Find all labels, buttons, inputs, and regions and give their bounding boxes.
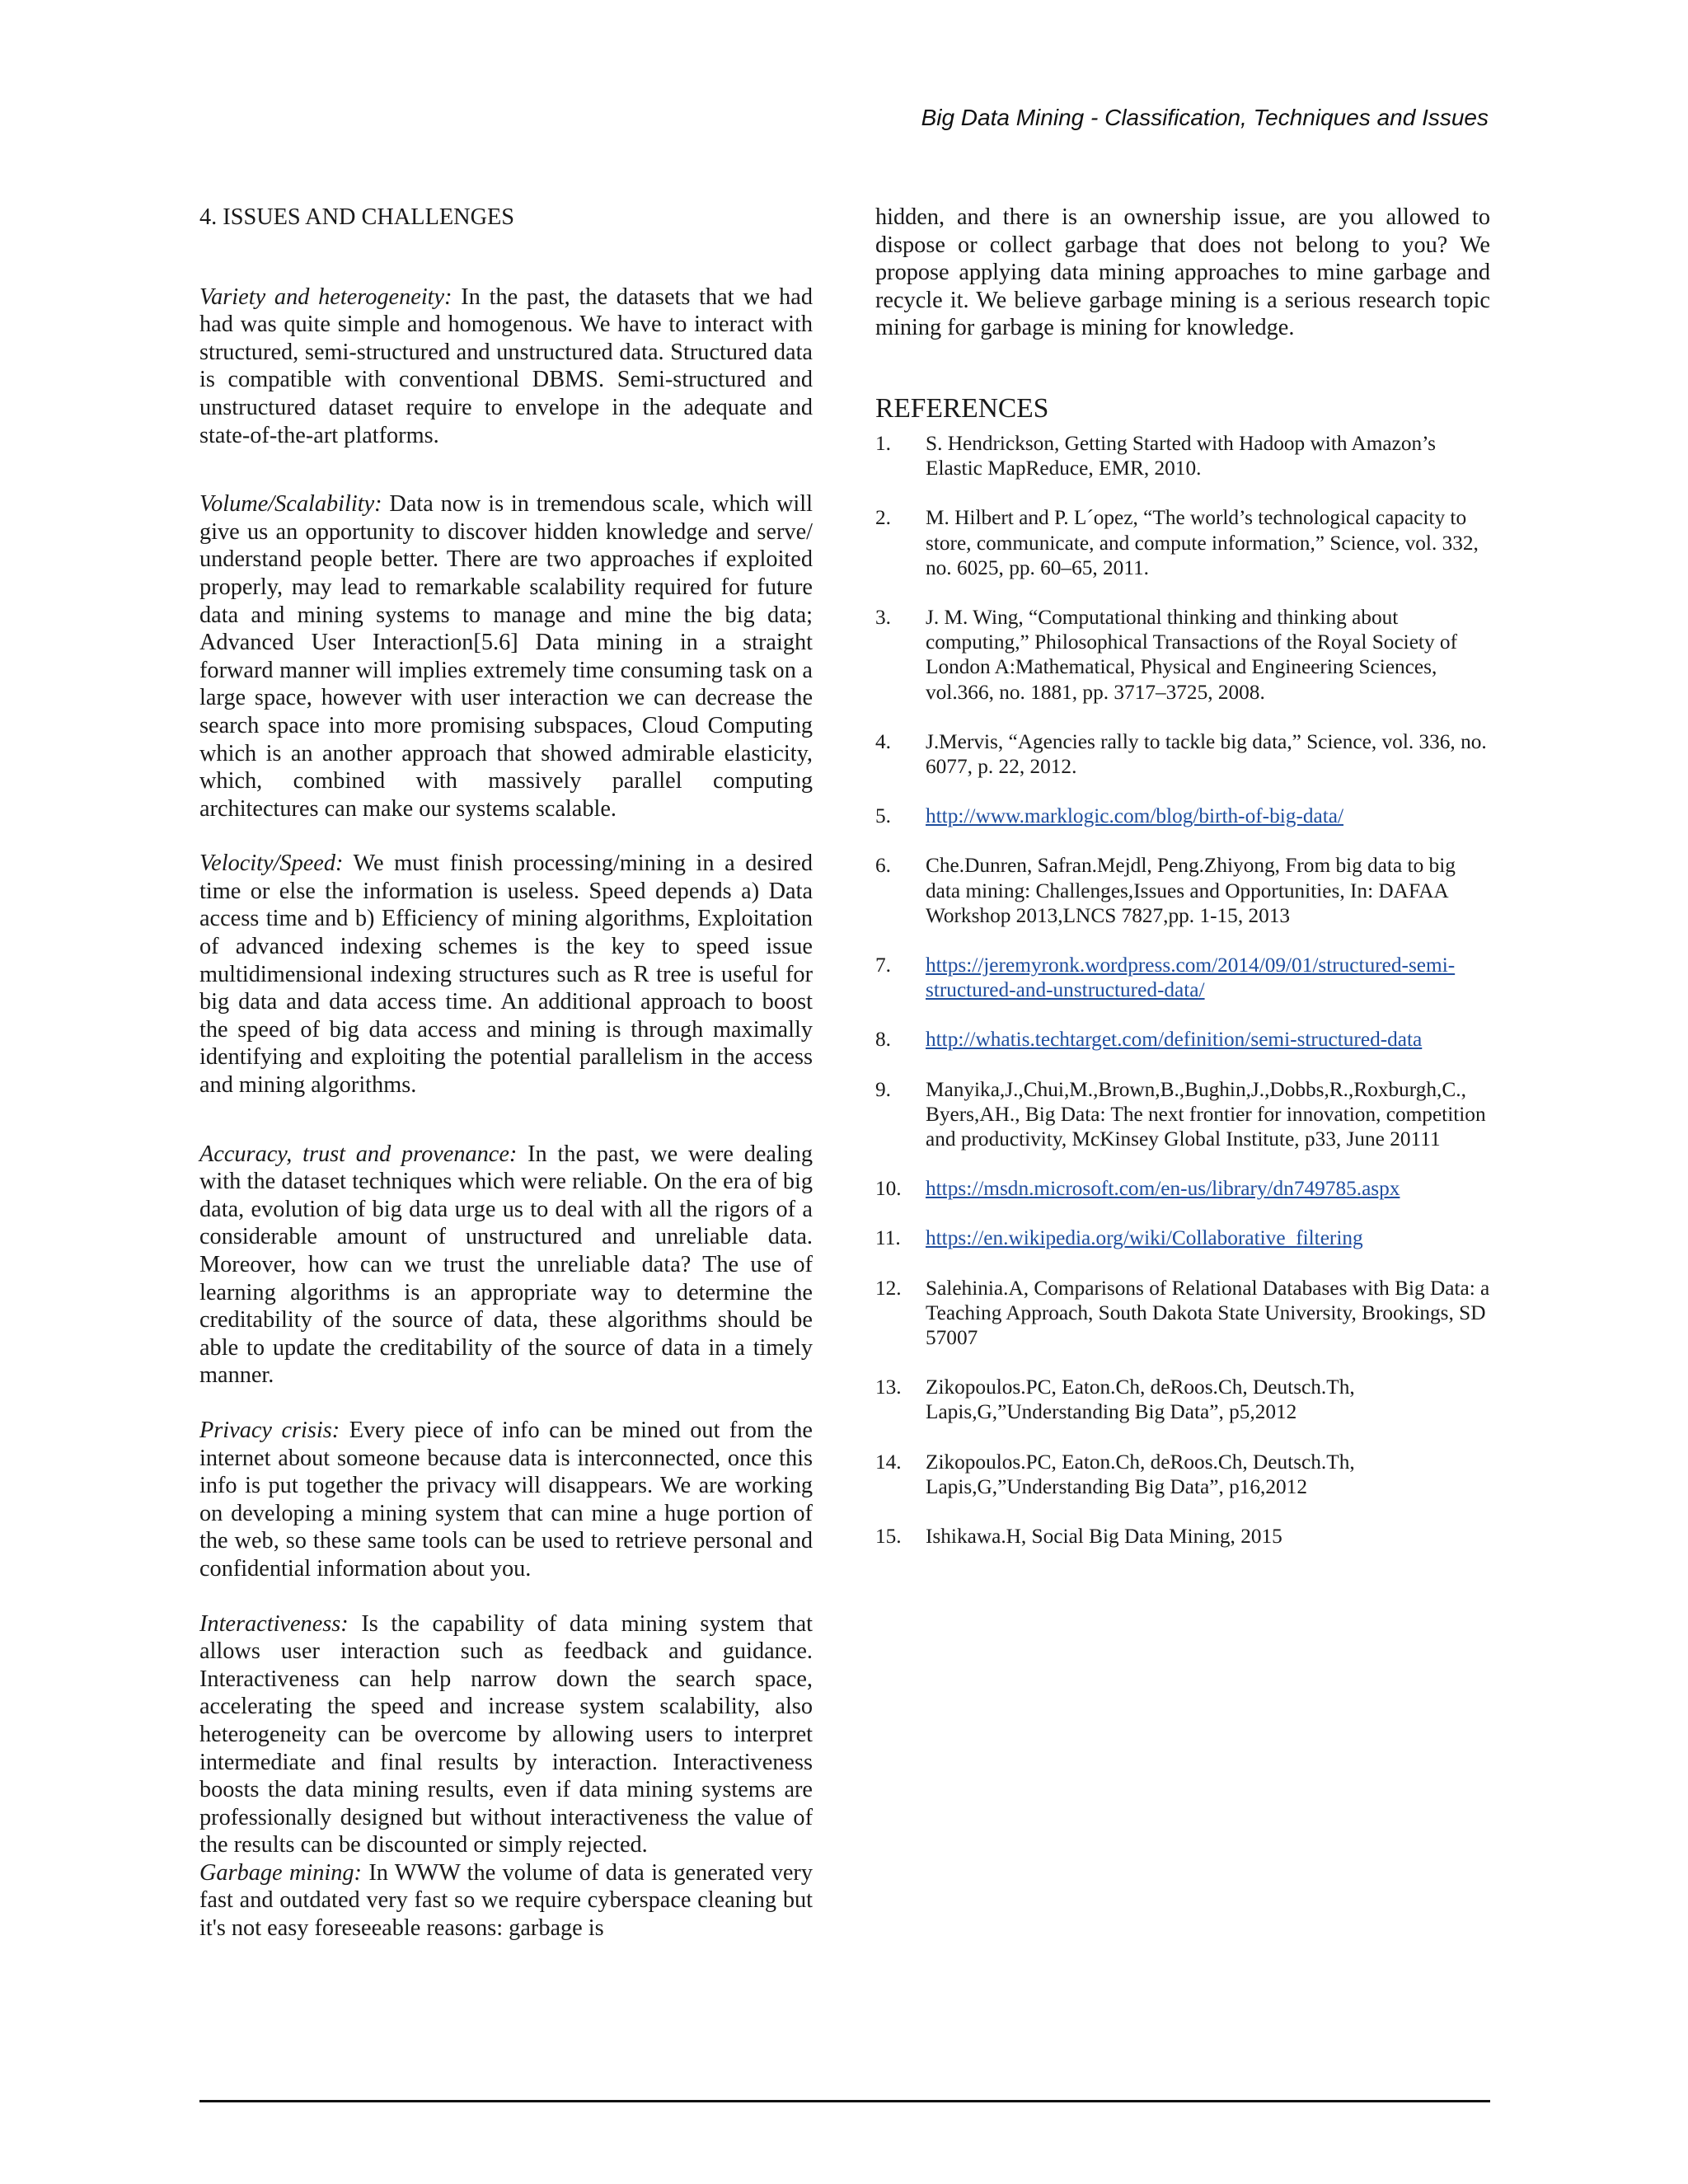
term-privacy: Privacy crisis: — [199, 1417, 340, 1443]
left-column — [199, 204, 813, 1943]
reference-text: M. Hilbert and P. L´opez, “The world’s technological capacity to store, communicate, and compute information,” Science, vol. 332, no. 6025, pp. 60–65, 2011. — [926, 506, 1479, 579]
reference-link[interactable]: https://msdn.microsoft.com/en-us/library/dn749785.aspx — [926, 1177, 1400, 1201]
reference-number: 5. — [875, 804, 891, 828]
reference-item — [875, 1375, 1490, 1424]
term-garbage-mining: Garbage mining: — [199, 1859, 362, 1886]
reference-number: 9. — [875, 1077, 891, 1101]
paragraph-privacy — [199, 1417, 813, 1583]
reference-link[interactable]: https://jeremyronk.wordpress.com/2014/09/01/structured-semi-structured-and-unstructured-data/ — [926, 954, 1456, 1002]
reference-item — [875, 505, 1490, 580]
reference-number: 1. — [875, 431, 891, 455]
reference-number: 2. — [875, 506, 891, 530]
reference-item — [875, 1077, 1490, 1152]
paragraph-garbage-mining-text: In WWW the volume of data is generated very fast and outdated very fast so we require cyberspace cleaning but it's not easy foreseeable reasons: garbage is — [199, 1859, 813, 1942]
reference-item — [875, 1276, 1490, 1351]
reference-text: Ishikawa.H, Social Big Data Mining, 2015 — [926, 1525, 1282, 1549]
paragraph-garbage-mining — [199, 1859, 813, 1943]
paragraph-volume — [199, 490, 813, 823]
reference-text: S. Hendrickson, Getting Started with Hadoop with Amazon’s Elastic MapReduce, EMR, 2010. — [926, 431, 1436, 480]
paragraph-accuracy-text: In the past, we were dealing with the dataset techniques which were reliable. On the era of big data, evolution of big data urge us to deal with all the rigors of a considerable amount of unstructured and unreliable data. Moreover, how can we trust the unreliable data? The use of learning algorithms is an appropriate way to determine the creditability of the source of data, these algorithms should be able to update the creditability of the source of data in a timely manner. — [199, 1141, 813, 1389]
term-volume: Volume/Scalability: — [199, 491, 382, 518]
reference-link[interactable]: https://en.wikipedia.org/wiki/Collaborative_filtering — [926, 1226, 1363, 1250]
paragraph-interactiveness — [199, 1610, 813, 1859]
reference-number: 15. — [875, 1525, 902, 1549]
paragraph-volume-text: Data now is in tremendous scale, which will give us an opportunity to discover hidden knowledge and serve/ understand people better. There are two approaches if exploited properly, may lead to remarkable scalability required for future data and mining systems to manage and mine the big data; Advanced User Interaction[5.6] Data mining in a straight forward manner will implies extremely time consuming task on a large space, however with user interaction we can decrease the search space into more promising subspaces, Cloud Computing which is an another approach that showed admirable elasticity, which, combined with massively parallel computing architectures can make our systems scalable. — [199, 491, 813, 822]
reference-item[interactable] — [875, 1176, 1490, 1201]
reference-item — [875, 431, 1490, 480]
paragraph-velocity — [199, 850, 813, 1099]
reference-text: J.Mervis, “Agencies rally to tackle big data,” Science, vol. 336, no. 6077, p. 22, 2012. — [926, 729, 1487, 778]
term-accuracy: Accuracy, trust and provenance: — [199, 1141, 518, 1167]
reference-item — [875, 1450, 1490, 1499]
reference-item[interactable] — [875, 1226, 1490, 1250]
reference-item[interactable] — [875, 953, 1490, 1002]
reference-text: Zikopoulos.PC, Eaton.Ch, deRoos.Ch, Deutsch.Th, Lapis,G,”Understanding Big Data”, p5,2012 — [926, 1376, 1355, 1424]
right-column — [875, 204, 1490, 1573]
reference-link[interactable]: http://www.marklogic.com/blog/birth-of-big-data/ — [926, 804, 1343, 828]
reference-number: 4. — [875, 729, 891, 753]
reference-item[interactable] — [875, 804, 1490, 828]
paragraph-interactiveness-text: Is the capability of data mining system that allows user interaction such as feedback and guidance. Interactiveness can help narrow down the search space, accelerating the speed and increase system scalability, also heterogeneity can be overcome by allowing users to interpret intermediate and final results by interaction. Interactiveness boosts the data mining results, even if data mining systems are professionally designed but without interactiveness the value of the results can be discounted or simply rejected. — [199, 1610, 813, 1858]
reference-item — [875, 605, 1490, 705]
reference-number: 10. — [875, 1177, 902, 1201]
reference-number: 14. — [875, 1450, 902, 1474]
reference-text: Zikopoulos.PC, Eaton.Ch, deRoos.Ch, Deutsch.Th, Lapis,G,”Understanding Big Data”, p16,2012 — [926, 1450, 1355, 1498]
reference-list — [875, 431, 1490, 1549]
paragraph-garbage-continuation: hidden, and there is an ownership issue, are you allowed to dispose or collect garbage that does not belong to you? We propose applying data mining approaches to mine garbage and recycle it. We believe garbage mining is a serious research topic mining for garbage is mining for knowledge. — [875, 204, 1490, 341]
term-variety: Variety and heterogeneity: — [199, 284, 452, 310]
footer-rule — [199, 2100, 1490, 2102]
reference-link[interactable]: http://whatis.techtarget.com/definition/semi-structured-data — [926, 1028, 1423, 1052]
paragraph-variety — [199, 284, 813, 450]
term-velocity: Velocity/Speed: — [199, 851, 344, 877]
reference-number: 13. — [875, 1376, 902, 1399]
section-heading: 4. ISSUES AND CHALLENGES — [199, 204, 515, 230]
reference-item — [875, 1524, 1490, 1549]
references-heading: REFERENCES — [875, 392, 1049, 424]
paragraph-privacy-text: Every piece of info can be mined out from the internet about someone because data is interconnected, once this info is put together the privacy will disappears. We are working on developing a mining system that can mine a huge portion of the web, so these same tools can be used to retrieve personal and confidential information about you. — [199, 1417, 813, 1582]
reference-number: 8. — [875, 1028, 891, 1052]
reference-text: Manyika,J.,Chui,M.,Brown,B.,Bughin,J.,Dobbs,R.,Roxburgh,C., Byers,AH., Big Data: The next frontier for innovation, competition and productivity, McKinsey Global Institute, p33, June 20111 — [926, 1077, 1486, 1151]
reference-item — [875, 853, 1490, 928]
paragraph-accuracy — [199, 1141, 813, 1390]
reference-item — [875, 729, 1490, 779]
reference-number: 11. — [875, 1226, 901, 1250]
reference-number: 3. — [875, 605, 891, 629]
reference-item[interactable] — [875, 1027, 1490, 1052]
term-interactiveness: Interactiveness: — [199, 1610, 349, 1637]
paragraph-variety-text: In the past, the datasets that we had had was quite simple and homogenous. We have to interact with structured, semi-structured and unstructured data. Structured data is compatible with conventional DBMS. Semi-structured and unstructured dataset require to envelope in the adequate and state-of-the-art platforms. — [199, 284, 813, 448]
reference-number: 12. — [875, 1276, 902, 1300]
reference-text: J. M. Wing, “Computational thinking and thinking about computing,” Philosophical Transactions of the Royal Society of London A:Mathematical, Physical and Engineering Sciences, vol.366, no. 1881, pp. 3717–3725, 2008. — [926, 605, 1458, 704]
running-header-title: Big Data Mining - Classification, Techniques and Issues — [921, 105, 1489, 130]
reference-text: Che.Dunren, Safran.Mejdl, Peng.Zhiyong, From big data to big data mining: Challenges,Issues and Opportunities, In: DAFAA Workshop 2013,LNCS 7827,pp. 1-15, 2013 — [926, 854, 1456, 927]
reference-number: 6. — [875, 854, 891, 878]
reference-number: 7. — [875, 954, 891, 977]
paragraph-velocity-text: We must finish processing/mining in a desired time or else the information is useless. Speed depends a) Data access time and b) Efficiency of mining algorithms, Exploitation of advanced indexing schemes is the key to speed issue multidimensional indexing structures such as R tree is useful for big data and data access time. An additional approach to boost the speed of big data access and mining is through maximally identifying and exploiting the potential parallelism in the access and mining algorithms. — [199, 851, 813, 1099]
reference-text: Salehinia.A, Comparisons of Relational Databases with Big Data: a Teaching Approach, South Dakota State University, Brookings, SD 57007 — [926, 1276, 1490, 1350]
